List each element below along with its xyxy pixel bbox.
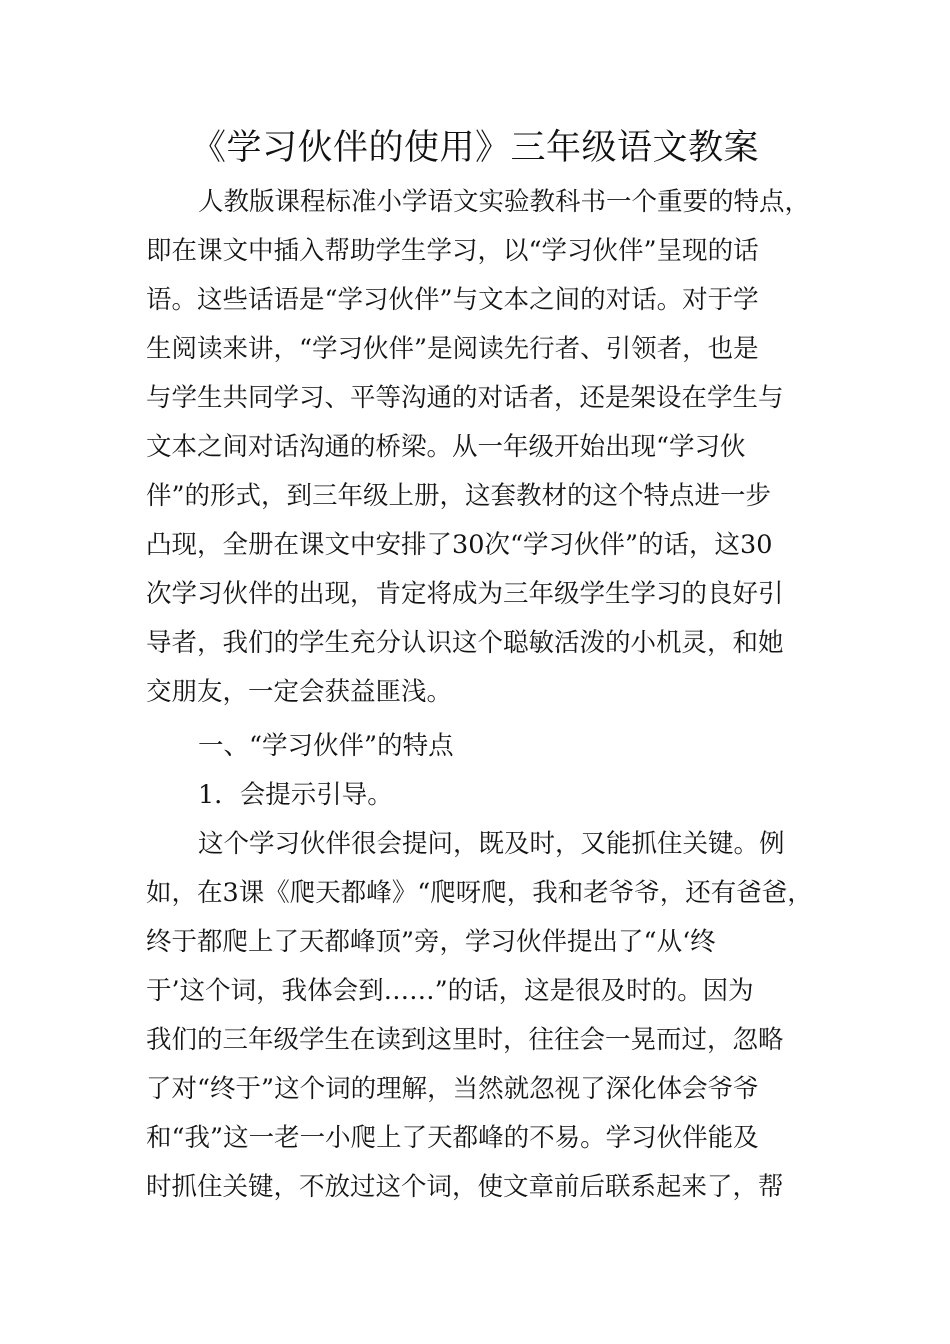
paragraph-line: 文本之间对话沟通的桥梁。从一年级开始出现“学习伙 — [146, 432, 746, 462]
section-heading: 一、“学习伙伴”的特点 — [198, 731, 454, 761]
paragraph-line: 终于都爬上了天都峰顶”旁，学习伙伴提出了“从‘终 — [146, 927, 716, 957]
paragraph-line: 次学习伙伴的出现，肯定将成为三年级学生学习的良好引 — [146, 579, 784, 609]
paragraph-line: 生阅读来讲，“学习伙伴”是阅读先行者、引领者，也是 — [146, 334, 759, 364]
document-title: 《学习伙伴的使用》三年级语文教案 — [190, 128, 759, 168]
paragraph-line: 人教版课程标准小学语文实验教科书一个重要的特点， — [198, 187, 811, 217]
paragraph-line: 了对“终于”这个词的理解，当然就忽视了深化体会爷爷 — [146, 1074, 759, 1104]
paragraph-line: 和“我”这一老一小爬上了天都峰的不易。学习伙伴能及 — [146, 1123, 759, 1153]
subsection-heading: 1．会提示引导。 — [198, 780, 393, 810]
paragraph-line: 即在课文中插入帮助学生学习，以“学习伙伴”呈现的话 — [146, 236, 759, 266]
paragraph-line: 这个学习伙伴很会提问，既及时，又能抓住关键。例 — [198, 829, 785, 859]
paragraph-line: 如，在3课《爬天都峰》“爬呀爬，我和老爷爷，还有爸爸， — [146, 878, 813, 908]
paragraph-line: 语。这些话语是“学习伙伴”与文本之间的对话。对于学 — [146, 285, 759, 315]
paragraph-line: 于’这个词，我体会到……”的话，这是很及时的。因为 — [146, 976, 754, 1006]
paragraph-line: 导者，我们的学生充分认识这个聪敏活泼的小机灵，和她 — [146, 628, 784, 658]
paragraph-line: 伴”的形式，到三年级上册，这套教材的这个特点进一步 — [146, 481, 772, 511]
paragraph-line: 我们的三年级学生在读到这里时，往往会一晃而过，忽略 — [146, 1025, 784, 1055]
paragraph-line: 交朋友，一定会获益匪浅。 — [146, 677, 453, 707]
paragraph-line: 凸现，全册在课文中安排了30次“学习伙伴”的话，这30 — [146, 530, 773, 560]
paragraph-line: 时抓住关键，不放过这个词，使文章前后联系起来了，帮 — [146, 1172, 784, 1202]
paragraph-line: 与学生共同学习、平等沟通的对话者，还是架设在学生与 — [146, 383, 784, 413]
